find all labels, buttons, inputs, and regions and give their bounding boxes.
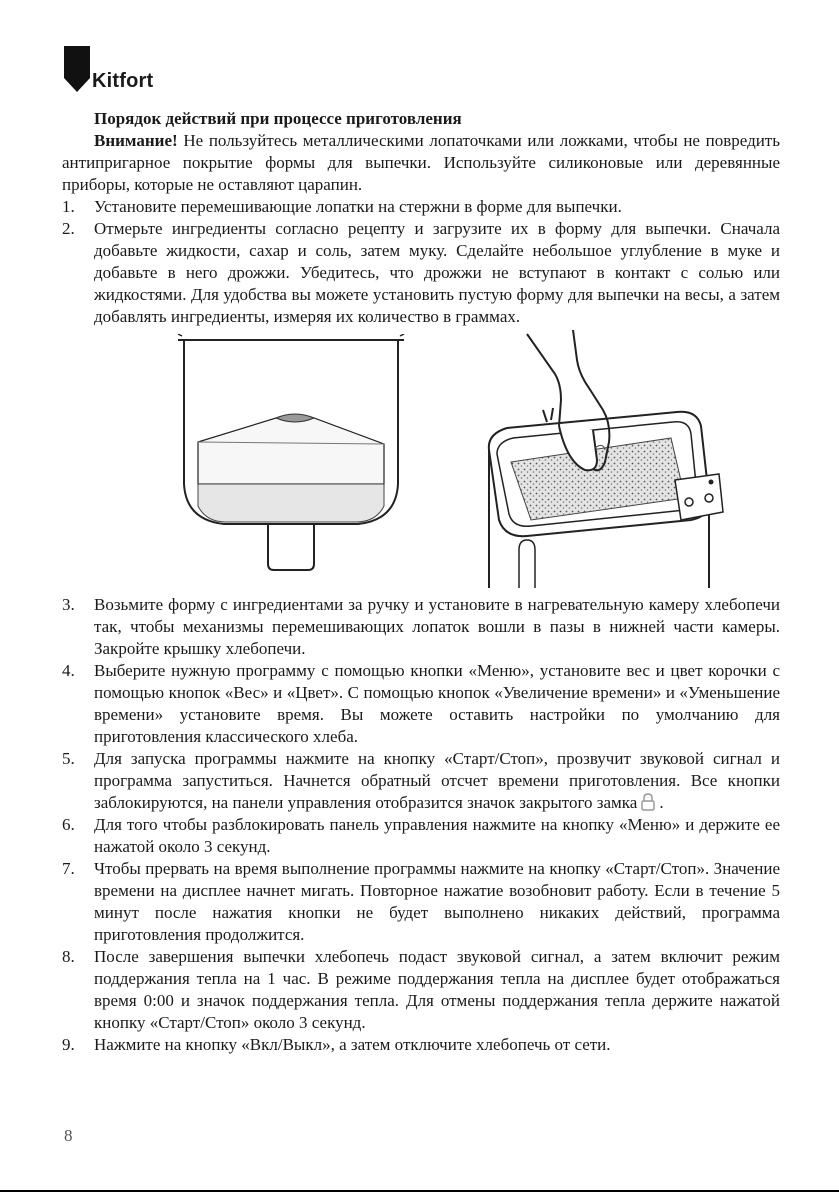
warning-paragraph xyxy=(62,130,780,196)
step-number: 5. xyxy=(62,749,75,768)
step-number: 1. xyxy=(62,197,75,216)
step-text-tail: . xyxy=(659,793,664,812)
step-text: Установите перемешивающие лопатки на стержни в форме для выпечки. xyxy=(94,197,622,216)
baking-pan-cross-section-illustration xyxy=(176,334,406,584)
steps-list-top xyxy=(62,196,780,328)
step-text: Для запуска программы нажмите на кнопку «Старт/Стоп», прозвучит звуковой сигнал и программа запуститься. Начнется обратный отсчет времени приготовления. Все кнопки заблокируются, на панели управления отобразится значок закрытого замка xyxy=(94,749,780,812)
page-bottom-divider xyxy=(0,1190,839,1192)
warning-label: Внимание! xyxy=(94,131,178,150)
step-number: 2. xyxy=(62,219,75,238)
illustrations xyxy=(62,330,780,588)
list-item xyxy=(62,946,780,1034)
list-item xyxy=(62,1034,780,1056)
step-text: Отмерьте ингредиенты согласно рецепту и загрузите их в форму для выпечки. Сначала добавьте жидкости, сахар и соль, затем муку. Сделайте небольшое углубление в муке и добавьте в него дрожжи. Убедитесь, что дрожжи не вступают в контакт с солью или жидкостями. Для удобства вы можете установить пустую форму для выпечки на весы, а затем добавлять ингредиенты, измеряя их количество в граммах. xyxy=(94,219,780,326)
section-title: Порядок действий при процессе приготовления xyxy=(94,109,462,128)
brand-logo xyxy=(64,46,153,92)
page-number: 8 xyxy=(64,1126,73,1145)
list-item xyxy=(62,594,780,660)
list-item xyxy=(62,858,780,946)
step-number: 7. xyxy=(62,859,75,878)
steps-list-bottom xyxy=(62,594,780,1056)
list-item xyxy=(62,196,780,218)
step-number: 6. xyxy=(62,815,75,834)
list-item xyxy=(62,814,780,858)
step-text: Возьмите форму с ингредиентами за ручку и установите в нагревательную камеру хлебопечи так, чтобы механизмы перемешивающих лопаток вошли в пазы в нижней части камеры. Закройте крышку хлебопечи. xyxy=(94,595,780,658)
kitfort-logo-icon xyxy=(64,46,90,92)
page-content xyxy=(62,108,780,1056)
step-number: 3. xyxy=(62,595,75,614)
step-text: Для того чтобы разблокировать панель управления нажмите на кнопку «Меню» и держите ее нажатой около 3 секунд. xyxy=(94,815,780,856)
brand-name: Kitfort xyxy=(92,70,154,92)
list-item xyxy=(62,218,780,328)
step-number: 4. xyxy=(62,661,75,680)
step-text: Чтобы прервать на время выполнение программы нажмите на кнопку «Старт/Стоп». Значение времени на дисплее начнет мигать. Повторное нажатие возобновит работу. Если в течение 5 минут после нажатия кнопки не будет выполнено никаких действий, программа приготовления продолжится. xyxy=(94,859,780,944)
yeast-well-in-flour-illustration xyxy=(427,330,757,588)
step-text: Выберите нужную программу с помощью кнопки «Меню», установите вес и цвет корочки с помощью кнопок «Вес» и «Цвет». С помощью кнопок «Увеличение времени» и «Уменьшение времени» установите время. Вы можете оставить настройки по умолчанию для приготовления классического хлеба. xyxy=(94,661,780,746)
step-text: После завершения выпечки хлебопечь подаст звуковой сигнал, а затем включит режим поддержания тепла на 1 час. В режиме поддержания тепла на дисплее будет отображаться время 0:00 и значок поддержания тепла. Для отмены поддержания тепла держите нажатой кнопку «Старт/Стоп» около 3 секунд. xyxy=(94,947,780,1032)
lock-icon xyxy=(639,792,657,812)
step-number: 9. xyxy=(62,1035,75,1054)
step-text: Нажмите на кнопку «Вкл/Выкл», а затем отключите хлебопечь от сети. xyxy=(94,1035,611,1054)
list-item xyxy=(62,660,780,748)
warning-text: Не пользуйтесь металлическими лопаточками или ложками, чтобы не повредить антипригарное покрытие формы для выпечки. Используйте силиконовые или деревянные приборы, которые не оставляют царапин. xyxy=(62,131,780,194)
step-number: 8. xyxy=(62,947,75,966)
list-item xyxy=(62,748,780,814)
